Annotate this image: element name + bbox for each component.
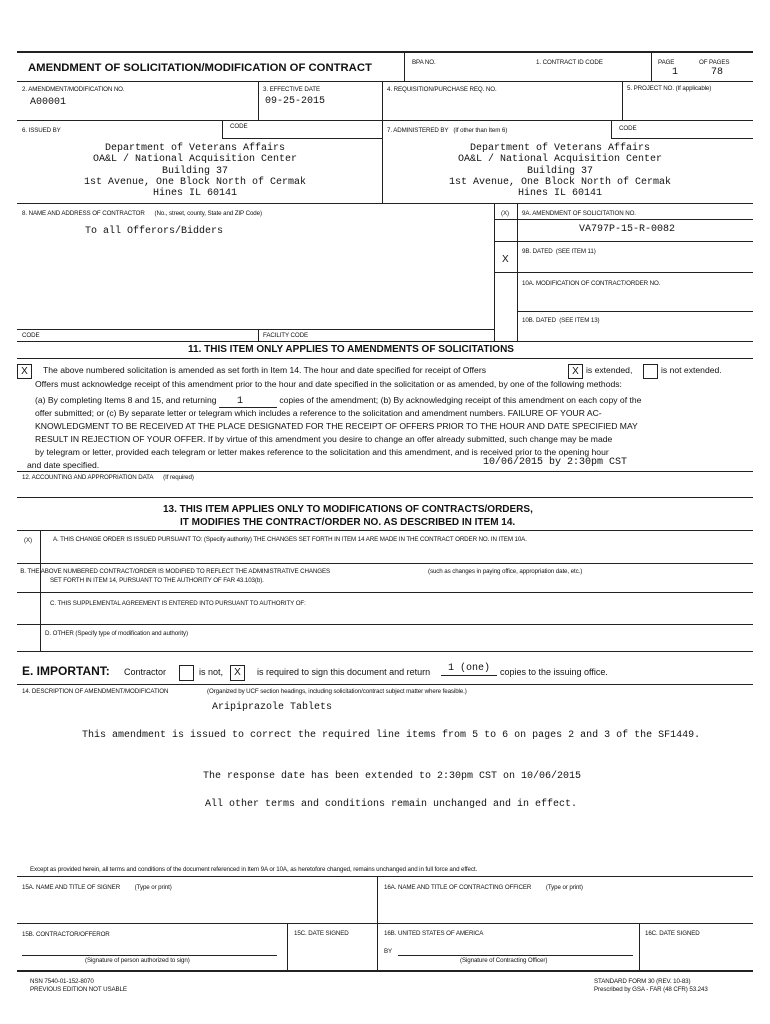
officer-signature-caption: (Signature of Contracting Officer) xyxy=(460,957,548,964)
accounting-data-label: 12. ACCOUNTING AND APPROPRIATION DATA (If required) xyxy=(22,474,194,481)
of-pages-label: OF PAGES xyxy=(699,59,730,66)
solicitation-amended-checkbox[interactable]: X xyxy=(17,364,32,379)
description-line-2: The response date has been extended to 2:30pm CST on 10/06/2015 xyxy=(203,771,582,782)
item-13-x-label: (X) xyxy=(24,537,32,544)
divider xyxy=(494,272,753,273)
dated-9b-label: 9B. DATED (SEE ITEM 11) xyxy=(522,248,596,255)
item-11-line-3: (a) By completing Items 8 and 15, and returning 1 copies of the amendment; (b) By acknowledging receipt of this amendment on each copy of the xyxy=(35,395,642,407)
divider xyxy=(382,138,383,204)
prescribed-by-note: Prescribed by GSA - FAR (48 CFR) 53.243 xyxy=(594,986,708,993)
description-line-1: This amendment is issued to correct the required line items from 5 to 6 on pages 2 and 3 of the SF1449. xyxy=(82,730,701,741)
divider xyxy=(17,530,753,531)
divider xyxy=(611,138,753,139)
divider xyxy=(17,358,753,359)
officer-signature-line[interactable] xyxy=(398,955,633,956)
page-number: 1 xyxy=(672,67,679,78)
form-bottom-border xyxy=(17,970,753,972)
item-13-heading-1: 13. THIS ITEM APPLIES ONLY TO MODIFICATIONS OF CONTRACTS/ORDERS, xyxy=(163,504,533,515)
amendment-9a-label: 9A. AMENDMENT OF SOLICITATION NO. xyxy=(522,210,636,217)
divider xyxy=(17,341,753,342)
contractor-signature-line[interactable] xyxy=(22,955,277,956)
effective-date-label: 3. EFFECTIVE DATE xyxy=(263,86,320,93)
divider xyxy=(17,497,753,498)
divider xyxy=(17,624,753,625)
divider xyxy=(287,923,288,971)
description-label: 14. DESCRIPTION OF AMENDMENT/MODIFICATION xyxy=(22,688,169,695)
extended-label: is extended, xyxy=(586,365,633,375)
item-11-line-5: KNOWLEDGMENT TO BE RECEIVED AT THE PLACE DESIGNATED FOR THE RECEIPT OF OFFERS PRIOR TO THE HOUR AND DATE SPECIFIED MAY xyxy=(35,421,638,431)
return-copies-text: copies to the issuing office. xyxy=(500,667,608,677)
contractor-offeror-label: 15B. CONTRACTOR/OFFEROR xyxy=(22,931,110,938)
divider xyxy=(494,241,753,242)
amendment-no-value: A00001 xyxy=(30,97,67,108)
description-subject: Aripiprazole Tablets xyxy=(212,702,333,713)
dated-10b-label: 10B. DATED (SEE ITEM 13) xyxy=(522,317,600,324)
issued-code-label: CODE xyxy=(230,123,248,130)
administered-by-address: Department of Veterans Affairs OA&L / National Acquisition Center Building 37 1st Avenue, One Block North of Cermak Hines IL 60141 xyxy=(448,143,672,200)
important-label: E. IMPORTANT: xyxy=(22,664,110,678)
signer-name-label: 15A. NAME AND TITLE OF SIGNER (Type or print) xyxy=(22,884,172,891)
item-11-line-6: RESULT IN REJECTION OF YOUR OFFER. If by virtue of this amendment you desire to change an offer already submitted, such change may be made xyxy=(35,434,613,444)
item-11-heading: 11. THIS ITEM ONLY APPLIES TO AMENDMENTS OF SOLICITATIONS xyxy=(188,344,514,355)
is-required-checkbox[interactable]: X xyxy=(230,665,245,681)
divider xyxy=(404,52,405,82)
item-11-line-1: The above numbered solicitation is amended as set forth in Item 14. The hour and date specified for receipt of Offers xyxy=(43,365,486,375)
divider xyxy=(222,138,382,139)
divider xyxy=(611,120,612,139)
facility-code-label: FACILITY CODE xyxy=(263,332,309,339)
requisition-label: 4. REQUISITION/PURCHASE REQ. NO. xyxy=(387,86,497,93)
previous-edition-note: PREVIOUS EDITION NOT USABLE xyxy=(30,986,127,993)
project-no-label: 5. PROJECT NO. (If applicable) xyxy=(627,85,712,92)
contractor-value: To all Offerors/Bidders xyxy=(85,226,224,237)
divider xyxy=(17,563,753,564)
amendment-9a-value: VA797P-15-R-0082 xyxy=(579,224,676,235)
description-note: (Organized by UCF section headings, including solicitation/contract subject matter where feasible.) xyxy=(207,688,467,695)
form-top-border xyxy=(17,51,753,53)
code-label: CODE xyxy=(22,332,40,339)
divider xyxy=(494,219,753,220)
officer-name-label: 16A. NAME AND TITLE OF CONTRACTING OFFICER (Type or print) xyxy=(384,884,583,891)
bpa-label: BPA NO. xyxy=(412,59,436,66)
new-response-date: 10/06/2015 by 2:30pm CST xyxy=(483,457,628,468)
contractor-text: Contractor xyxy=(124,667,167,677)
nsn-number: NSN 7540-01-152-8070 xyxy=(30,978,94,985)
divider xyxy=(17,81,753,82)
item-13b-note: (such as changes in paying office, appropriation date, etc.) xyxy=(428,568,583,575)
divider xyxy=(17,876,753,877)
issued-by-address: Department of Veterans Affairs OA&L / National Acquisition Center Building 37 1st Avenue, One Block North of Cermak Hines IL 60141 xyxy=(83,143,307,200)
divider xyxy=(40,530,41,651)
x-column-label: (X) xyxy=(501,210,509,217)
item-11-line-7: by telegram or letter, provided each telegram or letter makes reference to the solicitation and this amendment, and is received prior to the opening hour xyxy=(35,447,609,457)
divider xyxy=(639,923,640,971)
item-11-line-2: Offers must acknowledge receipt of this amendment prior to the hour and date specified in the solicitation or as amended, by one of the following methods: xyxy=(35,379,622,389)
item-13b-text: B. THE ABOVE NUMBERED CONTRACT/ORDER IS MODIFIED TO REFLECT THE ADMINISTRATIVE CHANGES xyxy=(20,568,330,575)
divider xyxy=(258,329,259,341)
by-label: BY xyxy=(384,948,393,955)
item-13-heading-2: IT MODIFIES THE CONTRACT/ORDER NO. AS DESCRIBED IN ITEM 14. xyxy=(180,517,516,528)
item-11-line-8: and date specified. xyxy=(27,460,100,470)
divider xyxy=(17,203,753,204)
divider xyxy=(17,923,753,924)
contractor-date-label: 15C. DATE SIGNED xyxy=(294,930,349,937)
return-copies-value: 1 (one) xyxy=(441,663,497,676)
divider xyxy=(17,684,753,685)
divider xyxy=(17,592,753,593)
divider xyxy=(517,311,753,312)
divider xyxy=(258,81,259,120)
contractor-signature-caption: (Signature of person authorized to sign) xyxy=(85,957,190,964)
divider xyxy=(17,120,753,121)
item-13a-text: A. THIS CHANGE ORDER IS ISSUED PURSUANT TO: (Specify authority) THE CHANGES SET FORTH IN ITEM 14 ARE MADE IN THE CONTRACT ORDER NO. IN ITEM 10A. xyxy=(53,536,527,543)
terms-unchanged-note: Except as provided herein, all terms and conditions of the document referenced in Item 9A or 10A, as heretofore changed, remains unchanged and in full force and effect. xyxy=(30,866,478,873)
divider xyxy=(17,329,494,330)
divider xyxy=(651,52,652,82)
is-not-text: is not, xyxy=(199,667,224,677)
divider xyxy=(17,471,753,472)
form-title: AMENDMENT OF SOLICITATION/MODIFICATION OF CONTRACT xyxy=(28,62,372,74)
contract-id-label: 1. CONTRACT ID CODE xyxy=(536,59,603,66)
officer-date-label: 16C. DATE SIGNED xyxy=(645,930,700,937)
standard-form-number: STANDARD FORM 30 (REV. 10-83) xyxy=(594,978,691,985)
total-pages: 78 xyxy=(711,67,724,78)
united-states-label: 16B. UNITED STATES OF AMERICA xyxy=(384,930,484,937)
item-11-line-4: offer submitted; or (c) By separate letter or telegram which includes a reference to the solicitation and amendment numbers. FAILURE OF YOUR AC- xyxy=(35,408,602,418)
divider xyxy=(622,81,623,120)
modification-10a-label: 10A. MODIFICATION OF CONTRACT/ORDER NO. xyxy=(522,280,661,287)
not-extended-checkbox[interactable] xyxy=(643,364,658,379)
item-13d-text: D. OTHER (Specify type of modification and authority) xyxy=(45,630,188,637)
divider xyxy=(17,651,753,652)
effective-date-value: 09-25-2015 xyxy=(265,96,326,107)
divider xyxy=(222,120,223,139)
divider xyxy=(382,81,383,142)
is-not-required-checkbox[interactable] xyxy=(179,665,194,681)
issued-by-label: 6. ISSUED BY xyxy=(22,127,61,134)
page-label: PAGE xyxy=(658,59,675,66)
administered-code-label: CODE xyxy=(619,125,637,132)
is-required-text: is required to sign this document and return xyxy=(257,667,431,677)
amendment-x-mark: X xyxy=(502,254,509,265)
item-13b-text-2: SET FORTH IN ITEM 14, PURSUANT TO THE AUTHORITY OF FAR 43.103(b). xyxy=(50,577,264,584)
contractor-label: 8. NAME AND ADDRESS OF CONTRACTOR (No., street, county, State and ZIP Code) xyxy=(22,210,262,217)
description-line-3: All other terms and conditions remain unchanged and in effect. xyxy=(205,799,578,810)
copies-returned-value: 1 xyxy=(219,397,277,408)
not-extended-label: is not extended. xyxy=(661,365,722,375)
item-13c-text: C. THIS SUPPLEMENTAL AGREEMENT IS ENTERED INTO PURSUANT TO AUTHORITY OF: xyxy=(50,600,306,607)
extended-checkbox[interactable]: X xyxy=(568,364,583,379)
amendment-no-label: 2. AMENDMENT/MODIFICATION NO. xyxy=(22,86,125,93)
administered-by-label: 7. ADMINISTERED BY (If other than Item 6) xyxy=(387,127,508,134)
